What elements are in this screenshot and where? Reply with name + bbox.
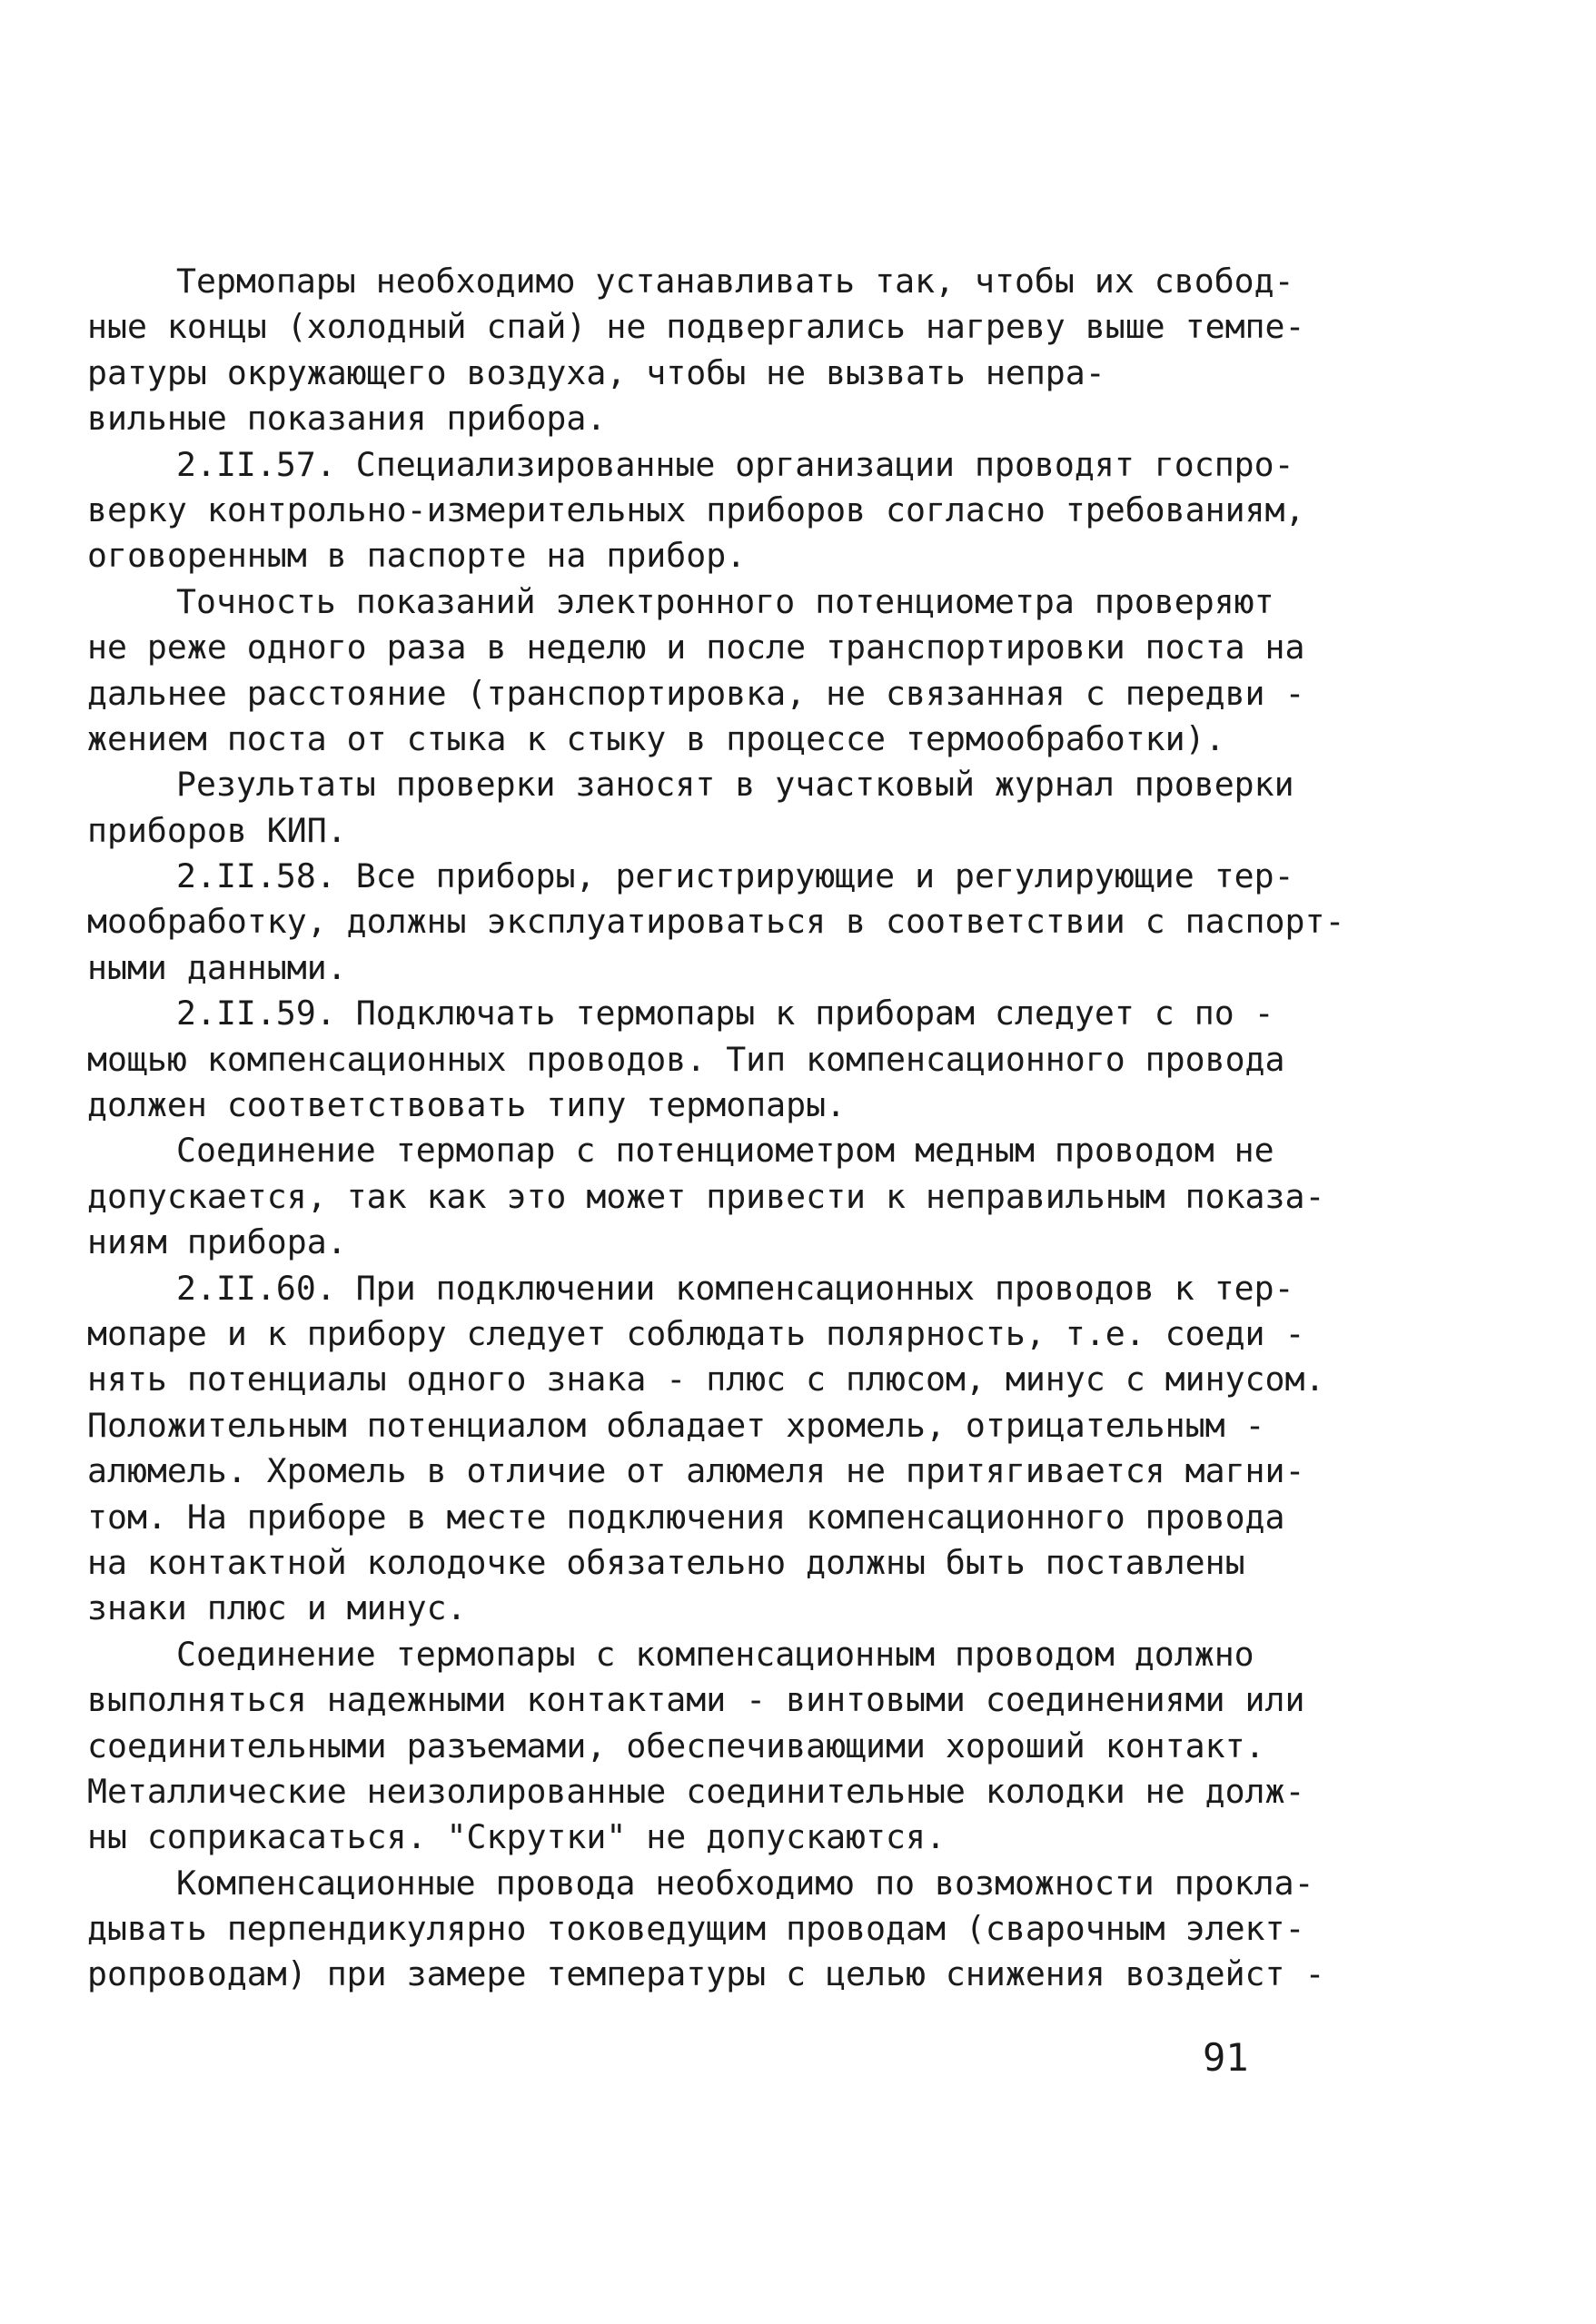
text-line: не реже одного раза в неделю и после транспортировки поста на — [87, 628, 1305, 668]
text-line: Результаты проверки заносят в участковый журнал проверки — [176, 765, 1294, 805]
text-line: том. На приборе в месте подключения компенсационного провода — [87, 1497, 1285, 1537]
text-line: 2.II.60. При подключении компенсационных проводов к тер- — [176, 1268, 1294, 1308]
text-line: соединительными разъемами, обеспечивающими хороший контакт. — [87, 1726, 1265, 1765]
text-line: выполняться надежными контактами - винтовыми соединениями или — [87, 1680, 1305, 1720]
text-line: допускается, так как это может привести к неправильным показа- — [87, 1176, 1325, 1216]
text-line: ными данными. — [87, 947, 347, 987]
text-line: приборов КИП. — [87, 810, 347, 850]
text-line: ропроводам) при замере температуры с целью снижения воздейст - — [87, 1954, 1325, 1994]
text-line: Точность показаний электронного потенциометра проверяют — [176, 581, 1274, 621]
text-line: мопаре и к прибору следует соблюдать полярность, т.е. соеди - — [87, 1313, 1305, 1353]
text-line: 2.II.57. Специализированные организации проводят госпро- — [176, 444, 1294, 484]
text-line: жением поста от стыка к стыку в процессе термообработки). — [87, 718, 1225, 758]
text-line: ниям прибора. — [87, 1222, 347, 1262]
text-line: верку контрольно-измерительных приборов согласно требованиям, — [87, 490, 1305, 529]
text-line: Термопары необходимо устанавливать так, чтобы их свобод- — [176, 262, 1294, 301]
text-line: Соединение термопар с потенциометром медным проводом не — [176, 1131, 1274, 1171]
document-body — [87, 259, 1345, 1998]
text-line: ратуры окружающего воздуха, чтобы не вызвать непра- — [87, 352, 1105, 392]
text-line: знаки плюс и минус. — [87, 1588, 467, 1628]
text-line: Компенсационные провода необходимо по возможности проклa- — [176, 1863, 1314, 1903]
text-line: оговоренным в паспорте на прибор. — [87, 536, 747, 576]
text-line: нять потенциалы одного знака - плюс с плюсом, минус с минусом. — [87, 1360, 1325, 1399]
text-line: ны соприкасаться. "Скрутки" не допускаются. — [87, 1817, 946, 1857]
text-line: мощью компенсационных проводов. Тип компенсационного провода — [87, 1039, 1285, 1079]
text-line: Положительным потенциалом обладает хромель, отрицательным - — [87, 1405, 1265, 1445]
page-number: 91 — [1203, 2035, 1249, 2080]
text-line: вильные показания прибора. — [87, 399, 607, 439]
text-line: дывать перпендикулярно токоведущим проводам (сварочным элект- — [87, 1909, 1305, 1949]
text-line: алюмель. Хромель в отличие от алюмеля не притягивается магни- — [87, 1451, 1305, 1491]
text-line: мообработку, должны эксплуатироваться в соответствии с паспорт- — [87, 902, 1345, 942]
text-line: на контактной колодочке обязательно должны быть поставлены — [87, 1542, 1245, 1582]
text-line: ные концы (холодный спай) не подвергались нагреву выше темпе- — [87, 307, 1305, 347]
text-line: 2.II.59. Подключать термопары к приборам следует с по - — [176, 994, 1274, 1033]
text-line: Металлические неизолированные соединительные колодки не долж- — [87, 1771, 1305, 1811]
text-line: 2.II.58. Все приборы, регистрирующие и регулирующие тер- — [176, 856, 1294, 896]
text-line: дальнее расстояние (транспортировка, не связанная с передви - — [87, 673, 1305, 713]
text-line: Соединение термопары с компенсационным проводом должно — [176, 1634, 1254, 1674]
text-line: должен соответствовать типу термопары. — [87, 1085, 847, 1125]
